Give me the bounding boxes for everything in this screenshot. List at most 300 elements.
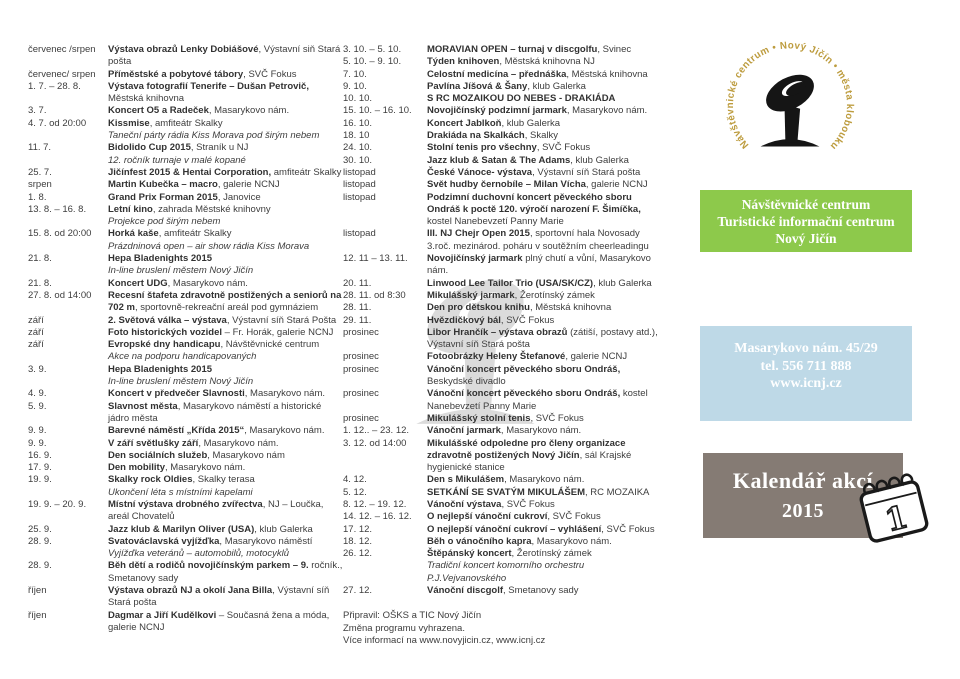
event-title: Bidolido Cup 2015 — [108, 142, 191, 154]
event-main-line — [108, 524, 344, 536]
event-title: Výstava obrazů NJ a okolí Jana Billa — [108, 585, 273, 597]
event-title: Foto historických vozidel — [108, 326, 223, 338]
event-title: České Vánoce- výstava — [427, 166, 533, 178]
event-title: Hvězdičkový bál — [427, 314, 501, 326]
event-venue: , Masarykovo náměstí — [219, 535, 313, 547]
event-date: listopad — [343, 166, 376, 178]
footer-line-more-info: Více informací na www.novyjicin.cz, www.icnj.cz — [343, 634, 546, 646]
event-description — [427, 130, 667, 142]
event-description — [427, 585, 667, 597]
event-venue: , SVČ Fokus — [243, 68, 297, 80]
event-note: Tradiční koncert komorního orchestru — [427, 560, 585, 572]
event-title: Grand Prix Forman 2015 — [108, 191, 218, 203]
event-title: Mikulášský jarmark — [427, 289, 515, 301]
event-date: prosinec — [343, 326, 379, 338]
event-note: Akce na podporu handicapovaných — [108, 351, 257, 363]
event-main-line — [108, 118, 344, 130]
event-row — [28, 192, 344, 204]
page-title: Kalendář akcí — [732, 467, 874, 493]
event-description — [427, 278, 667, 290]
right-rail — [690, 0, 950, 679]
event-venue: (zátiší, postavy atd.), Výstavní síň Stará pošta — [427, 326, 658, 351]
event-venue: , Masarykovo nám. — [198, 437, 279, 449]
event-row — [343, 425, 667, 437]
event-description — [108, 327, 344, 339]
event-title: Vánoční koncert pěveckého sboru Ondráš, — [427, 388, 621, 400]
event-venue: , Janovice — [217, 191, 261, 203]
event-title: Místní výstava drobného zvířectva — [108, 498, 263, 510]
event-date: 1. 7. – 28. 8. — [28, 80, 81, 92]
event-description — [108, 536, 344, 561]
banner-line: Turistické informační centrum — [717, 213, 895, 229]
event-date: 16. 9. — [28, 449, 52, 461]
event-description — [108, 105, 344, 117]
event-date: 15. 10. – 16. 10. — [343, 105, 412, 117]
event-date: 21. 8. — [28, 253, 52, 265]
footer-notes — [343, 610, 667, 647]
event-title: Jičínfest 2015 & Hentai Corporation, — [108, 166, 272, 178]
event-date: 9. 10. — [343, 80, 367, 92]
event-date: červenec /srpen — [28, 44, 96, 55]
event-main-line — [427, 105, 667, 117]
event-row — [343, 105, 667, 117]
event-row — [343, 499, 667, 511]
page-title-year: 2015 — [782, 499, 824, 522]
event-date: 14. 12. – 16. 12. — [343, 511, 412, 523]
event-date: 21. 8. — [28, 277, 52, 289]
event-date: 15. 8. od 20:00 — [28, 228, 92, 240]
event-title: Koncert UDG — [108, 277, 168, 289]
event-description — [427, 388, 667, 413]
event-description — [427, 228, 667, 253]
event-main-line — [427, 290, 667, 302]
event-date: 27. 12. — [343, 585, 373, 597]
event-main-line — [108, 290, 344, 315]
event-main-line — [427, 438, 667, 475]
contact-banner — [700, 326, 912, 421]
event-date: 1. 8. — [28, 191, 47, 203]
event-title: Mikulášské odpoledne pro členy organizace zdravotně postižených Nový Jičín — [427, 437, 626, 461]
event-row — [343, 511, 667, 523]
event-title: Příměstské a pobytové tábory — [108, 68, 244, 80]
event-title: Vánoční koncert pěveckého sboru Ondráš, — [427, 363, 621, 375]
event-date: červenec/ srpen — [28, 68, 96, 80]
event-main-line — [108, 339, 344, 351]
event-main-line — [108, 327, 344, 339]
event-venue: , galerie NCNJ — [565, 351, 628, 363]
event-venue: kostel Nanebevzetí Panny Marie — [427, 388, 648, 412]
event-venue: , klub Galerka — [501, 117, 561, 129]
event-description — [108, 142, 344, 167]
event-date: 4. 7. od 20:00 — [28, 117, 87, 129]
event-venue: , klub Galerka — [570, 154, 629, 166]
event-main-line — [108, 388, 344, 400]
event-row — [343, 548, 667, 585]
event-note: In-line bruslení městem Nový Jičín — [108, 265, 254, 277]
event-main-line — [427, 585, 667, 597]
event-row — [343, 118, 667, 130]
event-description — [427, 93, 667, 105]
event-title: O nejlepší vánoční cukroví – vyhlášení — [427, 523, 602, 535]
event-venue: , Straník u NJ — [190, 142, 249, 154]
event-title: Koncert O5 a Radeček — [108, 105, 209, 117]
event-description — [427, 327, 667, 352]
event-date: 9. 9. — [28, 437, 47, 449]
calendar-doodle-icon — [855, 465, 933, 545]
event-description — [427, 179, 667, 191]
event-row — [28, 499, 344, 524]
event-main-line — [427, 142, 667, 154]
event-row — [343, 155, 667, 167]
event-date: prosinec — [343, 351, 379, 363]
event-row — [343, 56, 667, 68]
event-date: 10. 10. — [343, 93, 373, 105]
event-venue: , Masarykovo nám. — [165, 462, 246, 474]
event-main-line — [427, 278, 667, 290]
event-description — [108, 228, 344, 253]
event-date: září — [28, 326, 44, 338]
event-title: Drakiáda na Skalkách — [427, 130, 525, 142]
event-note: Projekce pod širým nebem — [108, 216, 221, 228]
event-main-line — [108, 401, 344, 426]
contact-address: Masarykovo nám. 45/29 — [734, 341, 878, 357]
event-date: 28. 9. — [28, 535, 52, 547]
event-description — [108, 474, 344, 499]
event-row — [28, 474, 344, 499]
event-main-line — [427, 315, 667, 327]
event-description — [108, 585, 344, 610]
event-row — [343, 388, 667, 413]
event-main-line — [427, 192, 667, 229]
event-description — [108, 69, 344, 81]
event-venue: plný chutí a vůní, Masarykovo nám. — [427, 253, 651, 277]
event-venue: , Skalky — [524, 130, 558, 142]
tourist-centre-banner — [700, 190, 912, 252]
event-date: 3. 7. — [28, 105, 47, 117]
event-venue: , SVČ Fokus — [547, 511, 601, 523]
event-description — [427, 536, 667, 548]
event-venue: , NJ – Loučka, areál Chovatelů — [108, 498, 324, 523]
event-venue: ročník., Smetanovy sady — [108, 560, 343, 584]
event-row — [28, 290, 344, 315]
event-date: 17. 12. — [343, 523, 373, 535]
event-description — [427, 81, 667, 93]
event-row — [343, 167, 667, 179]
event-title: MORAVIAN OPEN – turnaj v discgolfu — [427, 44, 598, 55]
banner-line: Návštěvnické centrum — [741, 196, 871, 212]
event-main-line — [108, 462, 344, 474]
event-row — [343, 438, 667, 475]
event-row — [343, 142, 667, 154]
event-title: Evropské dny handicapu — [108, 339, 221, 351]
event-date: 20. 11. — [343, 277, 372, 289]
event-main-line — [108, 585, 344, 610]
contact-phone: tel. 556 711 888 — [760, 358, 852, 374]
event-venue: , SVČ Fokus — [601, 523, 655, 535]
event-title: III. NJ Chejr Open 2015 — [427, 228, 530, 240]
event-note: P.J.Vejvanovského — [427, 572, 507, 584]
event-description — [108, 315, 344, 327]
event-date: 13. 8. – 16. 8. — [28, 203, 87, 215]
event-venue: , SVČ Fokus — [536, 142, 591, 154]
event-date: listopad — [343, 179, 376, 191]
footer-line-disclaimer: Změna programu vyhrazena. — [343, 622, 465, 634]
event-description — [108, 425, 344, 437]
event-venue: , galerie NCNJ — [585, 179, 648, 191]
event-title: S RC MOZAIKOU DO NEBES - DRAKIÁDA — [427, 93, 616, 105]
event-venue: , zahrada Městské knihovny — [152, 203, 271, 215]
event-venue: , Masarykovo nám. — [244, 425, 325, 437]
event-row — [343, 228, 667, 253]
event-row — [343, 474, 667, 486]
event-title: Týden knihoven — [427, 56, 500, 68]
event-main-line — [427, 511, 667, 523]
event-main-line — [108, 253, 344, 265]
event-row — [28, 388, 344, 400]
event-description — [427, 474, 667, 486]
event-row — [28, 327, 344, 339]
event-description — [427, 155, 667, 167]
event-main-line — [108, 278, 344, 290]
event-main-line — [108, 179, 344, 191]
event-main-line — [108, 105, 344, 117]
event-venue: , Městská knihovna — [529, 302, 612, 314]
event-note: Taneční párty rádia Kiss Morava pod širým nebem — [108, 130, 320, 142]
event-venue: amfiteátr Skalky — [271, 166, 342, 178]
event-venue: , Masarykovo nám. — [504, 474, 585, 486]
event-date: 3. 12. od 14:00 — [343, 437, 407, 449]
event-main-line — [108, 315, 344, 327]
event-description — [427, 499, 667, 511]
event-row — [28, 44, 344, 69]
event-description — [427, 511, 667, 523]
event-title: O nejlepší vánoční cukroví — [427, 511, 548, 523]
footer-line-prepared-by: Připravil: OŠKS a TIC Nový Jičín — [343, 610, 482, 622]
event-venue: , klub Galerka — [254, 523, 313, 535]
event-description — [108, 364, 344, 389]
event-main-line — [427, 487, 667, 499]
calendar-day-number: 1 — [881, 499, 912, 540]
event-main-line — [108, 438, 344, 450]
event-row — [343, 585, 667, 597]
event-row — [343, 93, 667, 105]
event-date: září — [28, 339, 44, 351]
event-row — [343, 487, 667, 499]
event-title: Jazz klub & Marilyn Oliver (USA) — [108, 523, 255, 535]
event-main-line — [108, 81, 344, 106]
event-title: Kissmise — [108, 117, 150, 129]
event-main-line — [427, 388, 667, 413]
event-title: Den mobility — [108, 462, 166, 474]
event-row — [343, 192, 667, 229]
event-venue: , SVČ Fokus — [501, 498, 555, 510]
event-main-line — [427, 253, 667, 278]
event-main-line — [108, 364, 344, 376]
event-venue: , SVČ Fokus — [500, 314, 555, 326]
logo-arc-text: Návštěvnické centrum • Nový Jičín • města klobouku — [724, 40, 856, 152]
event-date: 28. 11. od 8:30 — [343, 289, 406, 301]
event-venue: , Žerotínský zámek — [514, 289, 595, 301]
event-title: Libor Hrančík – výstava obrazů — [427, 326, 568, 338]
event-venue: , Masarykovo nám. — [244, 388, 325, 400]
event-title: Svět hudby černobíle – Milan Vícha — [427, 179, 586, 191]
event-row — [343, 179, 667, 191]
event-venue: , Výstavní síň Stará Pošta — [226, 314, 337, 326]
event-description — [427, 302, 667, 314]
event-title: Běh o vánočního kapra — [427, 535, 532, 547]
event-venue: , Výstavní siň Stará pošta — [108, 44, 341, 68]
event-date: 5. 9. — [28, 400, 47, 412]
event-row — [28, 524, 344, 536]
event-date: 5. 12. — [343, 486, 367, 498]
event-description — [108, 438, 344, 450]
event-row — [28, 536, 344, 561]
event-venue: – Fr. Horák, galerie NCNJ — [222, 326, 334, 338]
event-description — [427, 438, 667, 475]
event-description — [108, 167, 344, 179]
event-venue: , Svinec — [597, 44, 632, 55]
event-description — [108, 499, 344, 524]
event-row — [343, 130, 667, 142]
event-row — [28, 81, 344, 106]
event-description — [108, 462, 344, 474]
event-description — [108, 401, 344, 426]
event-note: 12. ročník turnaje v malé kopané — [108, 154, 246, 166]
event-main-line — [427, 327, 667, 352]
event-main-line — [108, 192, 344, 204]
event-title: Koncert v předvečer Slavnosti — [108, 388, 245, 400]
event-main-line — [108, 204, 344, 216]
event-row — [28, 253, 344, 278]
event-venue: , Masarykovo nám. — [500, 425, 582, 437]
event-title: Den sociálních služeb — [108, 449, 208, 461]
event-date: 18. 12. — [343, 535, 373, 547]
event-description — [427, 167, 667, 179]
hat-figure-icon — [760, 67, 820, 146]
event-date: 4. 9. — [28, 388, 47, 400]
event-venue: , sportovní hala Novosady — [529, 228, 640, 240]
event-date: 24. 10. — [343, 142, 373, 154]
event-row — [28, 339, 344, 364]
event-venue: , Masarykovo nám. — [531, 535, 612, 547]
event-venue: , Skalky terasa — [192, 474, 255, 486]
event-date: 4. 12. — [343, 474, 367, 486]
events-column-july-october — [28, 44, 344, 634]
event-title: Vánoční výstava — [427, 498, 502, 510]
event-row — [28, 401, 344, 426]
event-row — [28, 278, 344, 290]
event-main-line — [108, 69, 344, 81]
event-row — [343, 413, 667, 425]
event-date: 17. 9. — [28, 462, 52, 474]
event-row — [28, 69, 344, 81]
event-subline: 3.roč. mezinárod. poháru v soutěžním cheerleadingu — [427, 240, 649, 252]
event-main-line — [427, 536, 667, 548]
event-venue: , galerie NCNJ — [217, 179, 280, 191]
event-venue: , Masarykovo nám. — [566, 105, 648, 117]
event-row — [343, 69, 667, 81]
event-row — [28, 610, 344, 635]
event-main-line — [108, 499, 344, 524]
event-date: 25. 9. — [28, 523, 52, 535]
event-date: listopad — [343, 228, 376, 240]
event-row — [343, 364, 667, 389]
event-row — [28, 167, 344, 179]
event-date: prosinec — [343, 363, 379, 375]
event-date: 28. 11. — [343, 302, 372, 314]
event-title: Skalky rock Oldies — [108, 474, 193, 486]
event-main-line — [427, 351, 667, 363]
event-description — [427, 142, 667, 154]
event-venue: Beskydské divadlo — [427, 376, 506, 388]
event-venue: , klub Galerka — [593, 277, 652, 289]
event-title: Horká kaše — [108, 228, 159, 240]
event-row — [28, 228, 344, 253]
event-venue: , sál Krajské hygienické stanice — [427, 449, 632, 474]
event-date: 18. 10 — [343, 130, 370, 142]
event-description — [108, 610, 344, 635]
event-date: 3. 10. – 5. 10. — [343, 44, 402, 55]
event-row — [343, 81, 667, 93]
event-title: Výstava fotografií Tenerife – Dušan Petrovič, — [108, 80, 309, 92]
event-date: 19. 9. — [28, 474, 52, 486]
event-main-line — [427, 167, 667, 179]
event-description — [427, 105, 667, 117]
event-date: 28. 9. — [28, 560, 52, 572]
event-description — [108, 278, 344, 290]
event-title: 2. Světová válka – výstava — [108, 314, 227, 326]
event-main-line — [427, 69, 667, 81]
event-date: srpen — [28, 179, 52, 191]
event-description — [108, 204, 344, 229]
event-title: Běh dětí a rodičů novojičínským parkem – 9. — [108, 560, 309, 572]
event-title: Jazz klub & Satan & The Adams — [427, 154, 571, 166]
event-title: Vánoční discgolf — [427, 585, 504, 597]
event-date: 19. 9. – 20. 9. — [28, 498, 87, 510]
event-row — [343, 44, 667, 56]
event-description — [108, 339, 344, 364]
event-row — [343, 253, 667, 278]
event-title: Svatováclavská vyjížďka — [108, 535, 220, 547]
event-main-line — [427, 474, 667, 486]
event-note: Ukončení léta s místními kapelami — [108, 486, 253, 498]
event-title: Podzimní duchovní koncert pěveckého sboru Ondráš k poctě 120. výročí narození F. Šimíčka, — [427, 191, 641, 215]
event-main-line — [108, 44, 344, 69]
event-title: Štěpánský koncert — [427, 548, 512, 560]
event-row — [343, 315, 667, 327]
event-row — [28, 315, 344, 327]
event-note: In-line bruslení městem Nový Jičín — [108, 376, 254, 388]
event-description — [427, 364, 667, 389]
event-row — [28, 425, 344, 437]
event-main-line — [427, 179, 667, 191]
event-main-line — [108, 560, 344, 585]
event-venue: , amfiteátr Skalky — [149, 117, 223, 129]
event-title: Vánoční jarmark — [427, 425, 501, 437]
event-main-line — [427, 130, 667, 142]
event-date: prosinec — [343, 412, 379, 424]
event-date: 16. 10. — [343, 117, 373, 129]
event-title: Hepa Bladenights 2015 — [108, 363, 213, 375]
event-row — [28, 179, 344, 191]
event-row — [343, 351, 667, 363]
event-title: SETKÁNÍ SE SVATÝM MIKULÁŠEM — [427, 486, 585, 498]
event-venue: , Smetanovy sady — [503, 585, 579, 597]
event-row — [28, 204, 344, 229]
event-row — [28, 585, 344, 610]
event-row — [343, 327, 667, 352]
event-venue: , Městská knihovna — [566, 68, 648, 80]
